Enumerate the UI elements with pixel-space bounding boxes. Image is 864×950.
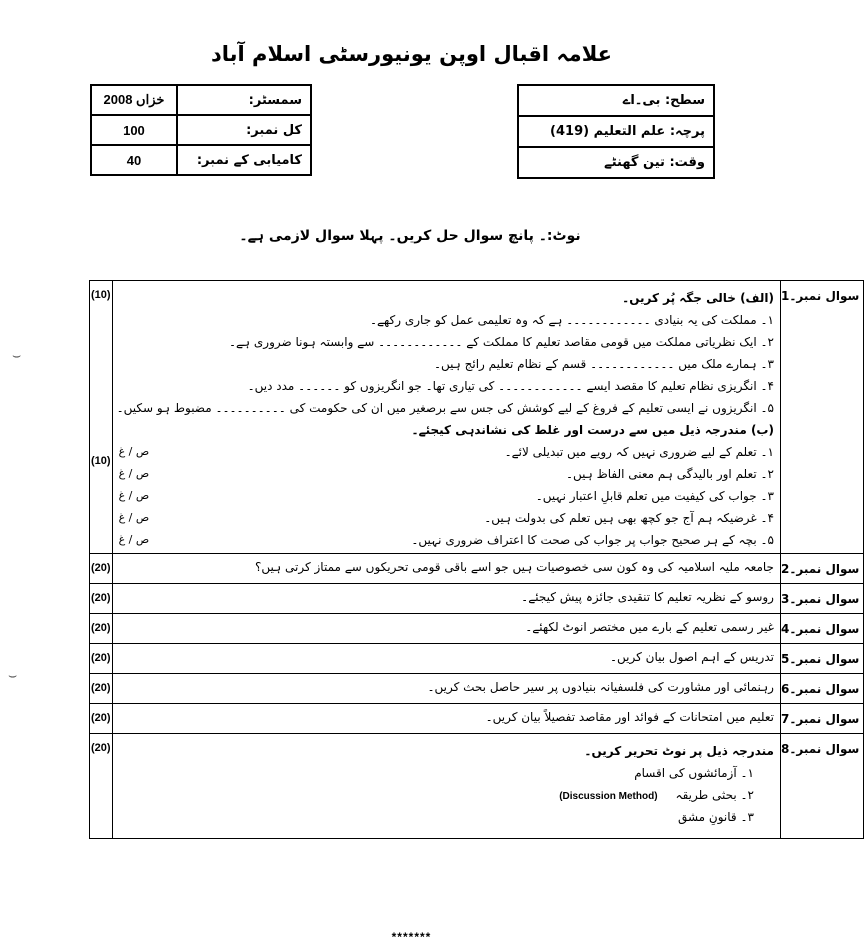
q1b-heading: (ب) مندرجہ ذیل میں سے درست اور غلط کی نشاندہی کیجئے۔ [411,423,774,437]
question-text: تعلیم میں امتحانات کے فوائد اور مقاصد تفصیلاً بیان کریں۔ [112,704,780,734]
paper-label: پرچہ: [669,124,705,139]
q1-marks-cell [90,281,113,554]
margin-mark: ⌣ [12,348,22,364]
level-value: بی۔اے [622,93,661,108]
total-marks-value: 100 [91,115,177,145]
q8-number: سوال نمبر۔8 [780,734,863,839]
question-text: رہنمائی اور مشاورت کی فلسفیانہ بنیادوں پر سیر حاصل بحث کریں۔ [112,674,780,704]
q1-text-cell [112,281,780,554]
true-false-option: ص / غ [118,489,150,502]
university-title: علامہ اقبال اوپن یونیورسٹی اسلام آباد [211,42,612,66]
course-info-box [517,84,715,179]
margin-mark: ⌣ [8,668,18,684]
q8-text-cell [112,734,780,839]
question-row-2 [90,554,864,584]
end-marker: ******* [391,930,432,944]
paper-row [518,116,714,147]
question-row-1 [90,281,864,554]
question-number: سوال نمبر۔7 [780,704,863,734]
q8-item: ۲۔ بحثی طریقہ [675,788,754,802]
question-marks: (20) [90,614,113,644]
true-false-option: ص / غ [118,467,150,480]
q8-item: ۱۔ آزمائشوں کی اقسام [634,766,754,780]
q1b-item: ۲۔ تعلم اور بالیدگی ہم معنی الفاظ ہیں۔ [565,467,774,481]
true-false-option: ص / غ [118,533,150,546]
true-false-option: ص / غ [118,511,150,524]
q1a-item: ۱۔ مملکت کی یہ بنیادی ۔۔۔۔۔۔۔۔۔۔۔۔ ہے کہ وہ تعلیمی عمل کو جاری رکھے۔ [369,313,774,327]
total-marks-label: کل نمبر: [177,115,311,145]
question-number: سوال نمبر۔3 [780,584,863,614]
q1a-marks: (10) [91,289,111,301]
question-row-5 [90,644,864,674]
question-number: سوال نمبر۔6 [780,674,863,704]
instruction-note: نوٹ:۔ پانچ سوال حل کریں۔ پہلا سوال لازمی ہے۔ [239,228,581,244]
question-marks: (20) [90,674,113,704]
time-row [518,147,714,178]
q1-number: سوال نمبر۔1 [780,281,863,554]
q1a-item: ۴۔ انگریزی نظام تعلیم کا مقصد ایسے ۔۔۔۔۔۔۔۔۔۔۔۔ کی تیاری تھا۔ جو انگریزوں کو ۔۔۔۔۔۔ مدد دیں۔ [247,379,774,393]
q1b-item: ۱۔ تعلم کے لیے ضروری نہیں کہ رویے میں تبدیلی لائے۔ [504,445,774,459]
question-row-3 [90,584,864,614]
questions-table [89,280,864,839]
time-label: وقت: [669,155,705,170]
semester-label: سمسٹر: [177,85,311,115]
question-marks: (20) [90,644,113,674]
question-marks: (20) [90,704,113,734]
question-marks: (20) [90,584,113,614]
question-number: سوال نمبر۔2 [780,554,863,584]
question-marks: (20) [90,554,113,584]
exam-info-box [90,84,312,176]
question-row-7 [90,704,864,734]
q1b-item: ۵۔ بچہ کے ہر صحیح جواب پر جواب کی صحت کا اعتراف ضروری نہیں۔ [411,533,774,547]
question-row-6 [90,674,864,704]
q1a-heading: (الف) خالی جگہ پُر کریں۔ [622,291,774,305]
level-label: سطح: [664,93,705,108]
question-number: سوال نمبر۔5 [780,644,863,674]
pass-marks-value: 40 [91,145,177,175]
level-row [518,85,714,116]
question-text: روسو کے نظریہ تعلیم کا تنقیدی جائزہ پیش کیجئے۔ [112,584,780,614]
q1b-item: ۴۔ غرضیکہ ہم آج جو کچھ بھی ہیں تعلم کی بدولت ہیں۔ [484,511,774,525]
semester-value: خزاں 2008 [91,85,177,115]
q8-marks: (20) [90,734,113,839]
question-row-8 [90,734,864,839]
q1a-item: ۲۔ ایک نظریاتی مملکت میں قومی مقاصد تعلیم کا مملکت کے ۔۔۔۔۔۔۔۔۔۔۔۔ سے وابستہ ہونا ضروری ہے۔ [228,335,774,349]
q1a-item: ۵۔ انگریزوں نے ایسی تعلیم کے فروغ کے لیے کوشش کی جس سے برصغیر میں ان کی حکومت کی ۔۔۔۔۔۔۔۔۔۔ مضبوط ہو سکیں۔ [116,401,774,415]
time-value: تین گھنٹے [604,155,665,170]
q8-heading: مندرجہ ذیل پر نوٹ تحریر کریں۔ [584,744,774,758]
paper-value: علم التعلیم (419) [550,124,666,139]
q1b-marks: (10) [91,455,111,467]
question-text: غیر رسمی تعلیم کے بارے میں مختصر انوٹ لکھئے۔ [112,614,780,644]
q8-item-english: (Discussion Method) [559,791,658,802]
q1b-item: ۳۔ جواب کی کیفیت میں تعلم قابلِ اعتبار نہیں۔ [535,489,774,503]
question-number: سوال نمبر۔4 [780,614,863,644]
question-row-4 [90,614,864,644]
question-text: جامعہ ملیہ اسلامیہ کی وہ کون سی خصوصیات ہیں جو اسے باقی قومی تحریکوں سے ممتاز کرتی ہیں؟ [112,554,780,584]
pass-marks-label: کامیابی کے نمبر: [177,145,311,175]
q8-item: ۳۔ قانونِ مشق [677,810,754,824]
question-text: تدریس کے اہم اصول بیان کریں۔ [112,644,780,674]
true-false-option: ص / غ [118,445,150,458]
q1a-item: ۳۔ ہمارے ملک میں ۔۔۔۔۔۔۔۔۔۔۔۔ قسم کے نظام تعلیم رائج ہیں۔ [434,357,774,371]
